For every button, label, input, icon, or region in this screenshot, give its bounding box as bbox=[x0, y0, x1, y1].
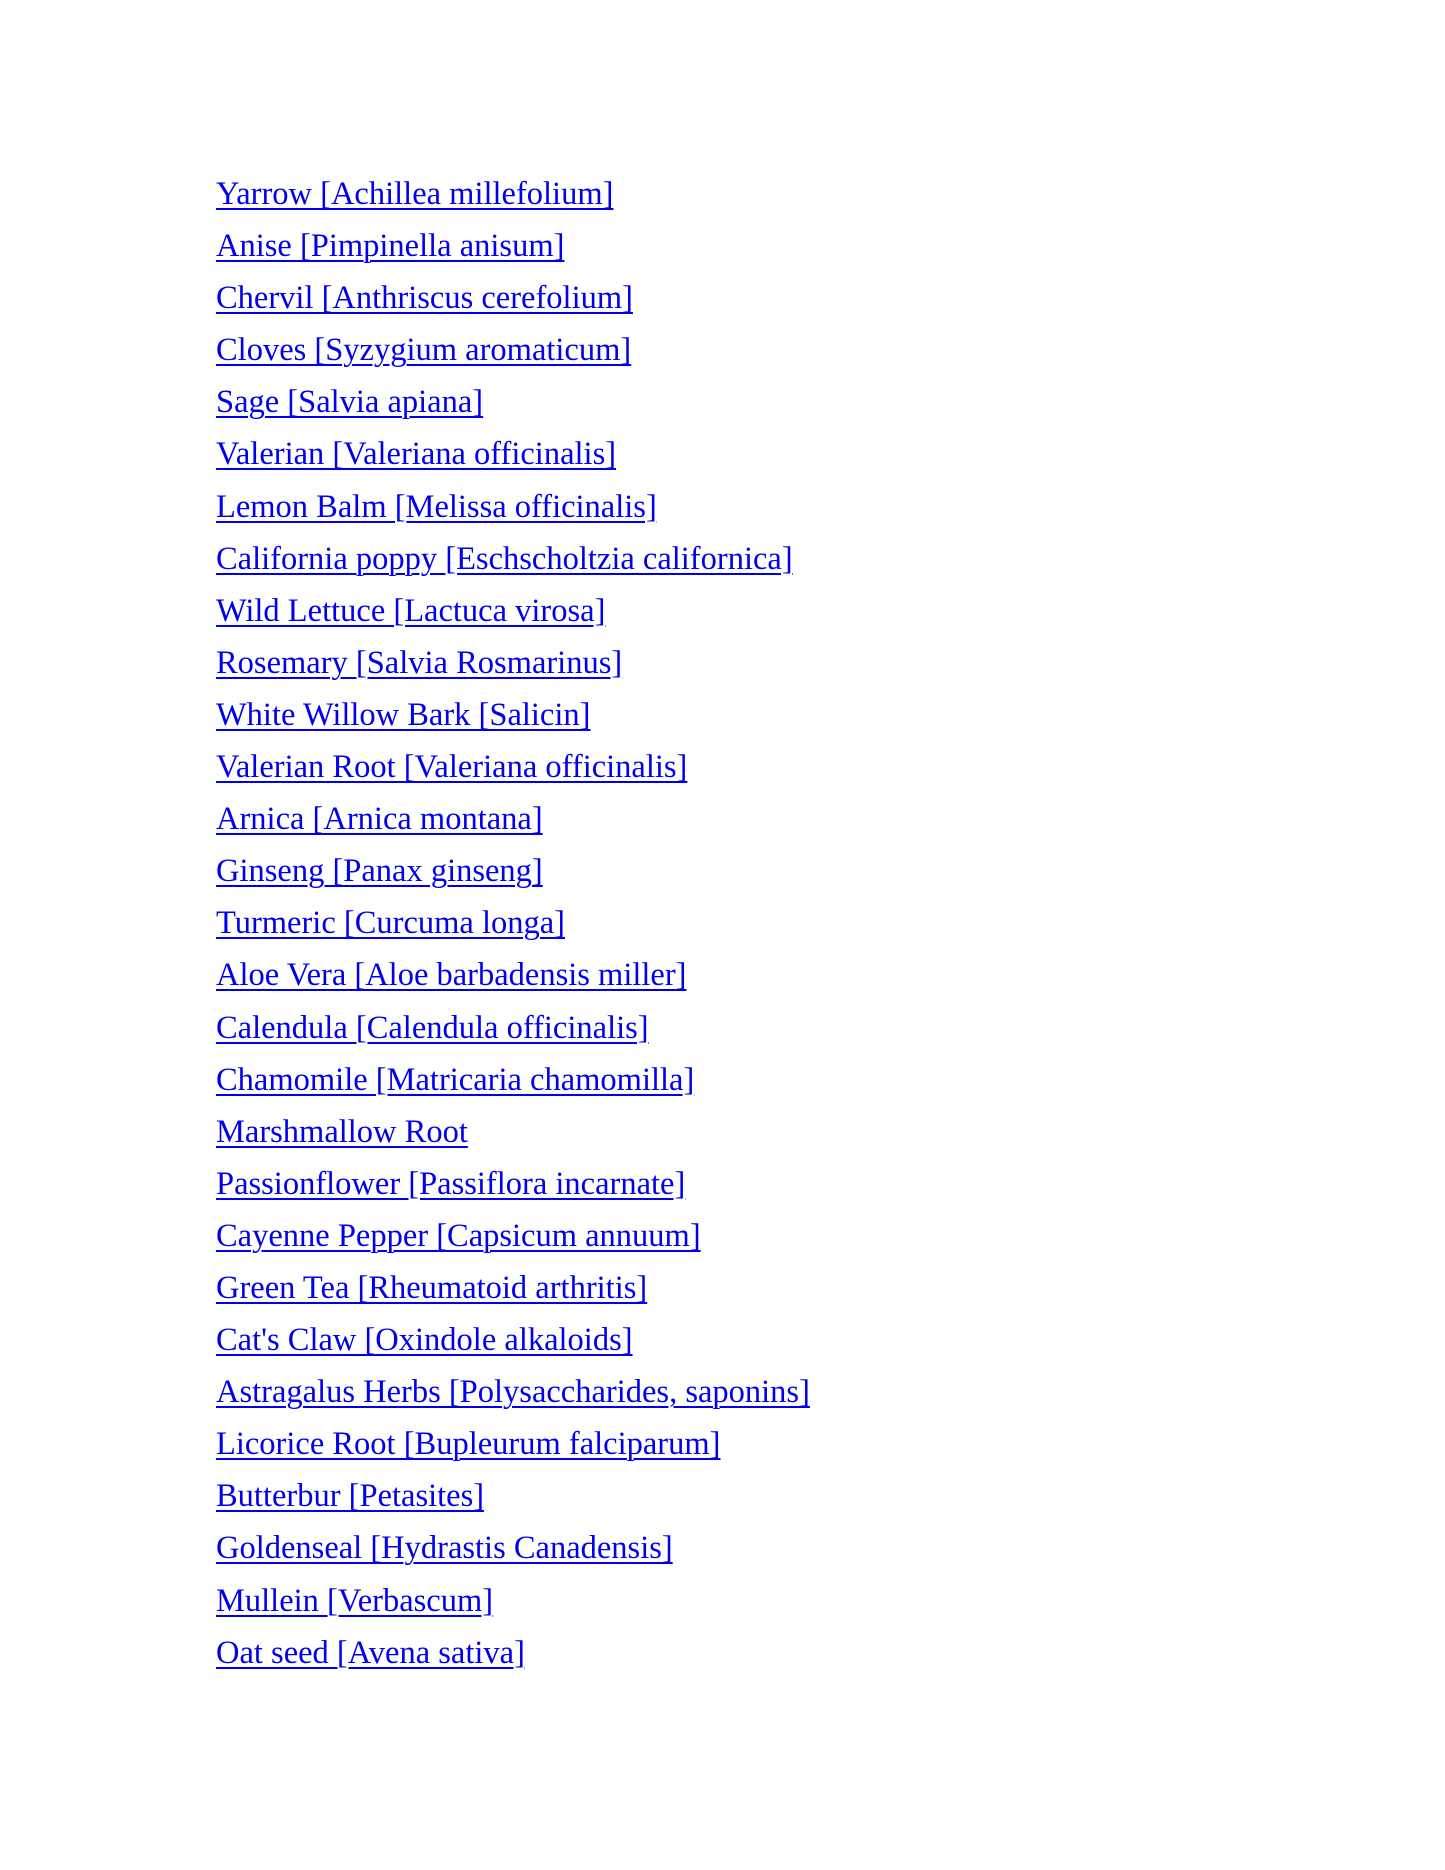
herb-link-butterbur[interactable]: Butterbur [Petasites] bbox=[216, 1478, 485, 1515]
herb-link-ginseng[interactable]: Ginseng [Panax ginseng] bbox=[216, 853, 543, 890]
herb-link-anise[interactable]: Anise [Pimpinella anisum] bbox=[216, 228, 565, 265]
herb-link-turmeric[interactable]: Turmeric [Curcuma longa] bbox=[216, 905, 565, 942]
list-item bbox=[216, 637, 1316, 689]
list-item bbox=[216, 845, 1316, 897]
herb-link-list bbox=[216, 168, 1316, 1679]
herb-link-marshmallow-root[interactable]: Marshmallow Root bbox=[216, 1113, 468, 1150]
list-item bbox=[216, 1418, 1316, 1470]
list-item bbox=[216, 428, 1316, 480]
herb-link-cayenne-pepper[interactable]: Cayenne Pepper [Capsicum annuum] bbox=[216, 1217, 701, 1254]
list-item bbox=[216, 324, 1316, 376]
list-item bbox=[216, 1470, 1316, 1522]
herb-link-green-tea[interactable]: Green Tea [Rheumatoid arthritis] bbox=[216, 1269, 648, 1306]
herb-link-chamomile[interactable]: Chamomile [Matricaria chamomilla] bbox=[216, 1061, 695, 1098]
list-item bbox=[216, 168, 1316, 220]
list-item bbox=[216, 689, 1316, 741]
list-item bbox=[216, 376, 1316, 428]
list-item bbox=[216, 533, 1316, 585]
herb-link-goldenseal[interactable]: Goldenseal [Hydrastis Canadensis] bbox=[216, 1530, 673, 1567]
herb-link-licorice-root[interactable]: Licorice Root [Bupleurum falciparum] bbox=[216, 1426, 721, 1463]
herb-link-valerian[interactable]: Valerian [Valeriana officinalis] bbox=[216, 436, 617, 473]
list-item bbox=[216, 1106, 1316, 1158]
herb-link-arnica[interactable]: Arnica [Arnica montana] bbox=[216, 801, 543, 838]
list-item bbox=[216, 1366, 1316, 1418]
list-item bbox=[216, 585, 1316, 637]
list-item bbox=[216, 272, 1316, 324]
list-item bbox=[216, 220, 1316, 272]
list-item bbox=[216, 481, 1316, 533]
herb-link-calendula[interactable]: Calendula [Calendula officinalis] bbox=[216, 1009, 649, 1046]
list-item bbox=[216, 1262, 1316, 1314]
list-item bbox=[216, 1627, 1316, 1679]
list-item bbox=[216, 793, 1316, 845]
list-item bbox=[216, 1002, 1316, 1054]
list-item bbox=[216, 897, 1316, 949]
list-item bbox=[216, 949, 1316, 1001]
herb-link-white-willow-bark[interactable]: White Willow Bark [Salicin] bbox=[216, 696, 591, 733]
herb-link-aloe-vera[interactable]: Aloe Vera [Aloe barbadensis miller] bbox=[216, 957, 687, 994]
herb-link-passionflower[interactable]: Passionflower [Passiflora incarnate] bbox=[216, 1165, 686, 1202]
herb-link-mullein[interactable]: Mullein [Verbascum] bbox=[216, 1582, 494, 1619]
herb-link-cloves[interactable]: Cloves [Syzygium aromaticum] bbox=[216, 332, 632, 369]
herb-link-cats-claw[interactable]: Cat's Claw [Oxindole alkaloids] bbox=[216, 1322, 633, 1359]
list-item bbox=[216, 1158, 1316, 1210]
list-item bbox=[216, 1314, 1316, 1366]
herb-link-rosemary[interactable]: Rosemary [Salvia Rosmarinus] bbox=[216, 644, 623, 681]
herb-link-sage[interactable]: Sage [Salvia apiana] bbox=[216, 384, 484, 421]
herb-link-lemon-balm[interactable]: Lemon Balm [Melissa officinalis] bbox=[216, 488, 657, 525]
list-item bbox=[216, 1575, 1316, 1627]
herb-link-yarrow[interactable]: Yarrow [Achillea millefolium] bbox=[216, 176, 614, 212]
herb-link-oat-seed[interactable]: Oat seed [Avena sativa] bbox=[216, 1634, 525, 1671]
herb-link-astragalus-herbs[interactable]: Astragalus Herbs [Polysaccharides, saponins] bbox=[216, 1374, 810, 1411]
herb-link-wild-lettuce[interactable]: Wild Lettuce [Lactuca virosa] bbox=[216, 592, 606, 629]
herb-link-chervil[interactable]: Chervil [Anthriscus cerefolium] bbox=[216, 280, 633, 317]
herb-link-california-poppy[interactable]: California poppy [Eschscholtzia californica] bbox=[216, 540, 793, 577]
herb-link-valerian-root[interactable]: Valerian Root [Valeriana officinalis] bbox=[216, 749, 688, 786]
list-item bbox=[216, 741, 1316, 793]
list-item bbox=[216, 1054, 1316, 1106]
list-item bbox=[216, 1522, 1316, 1574]
list-item bbox=[216, 1210, 1316, 1262]
